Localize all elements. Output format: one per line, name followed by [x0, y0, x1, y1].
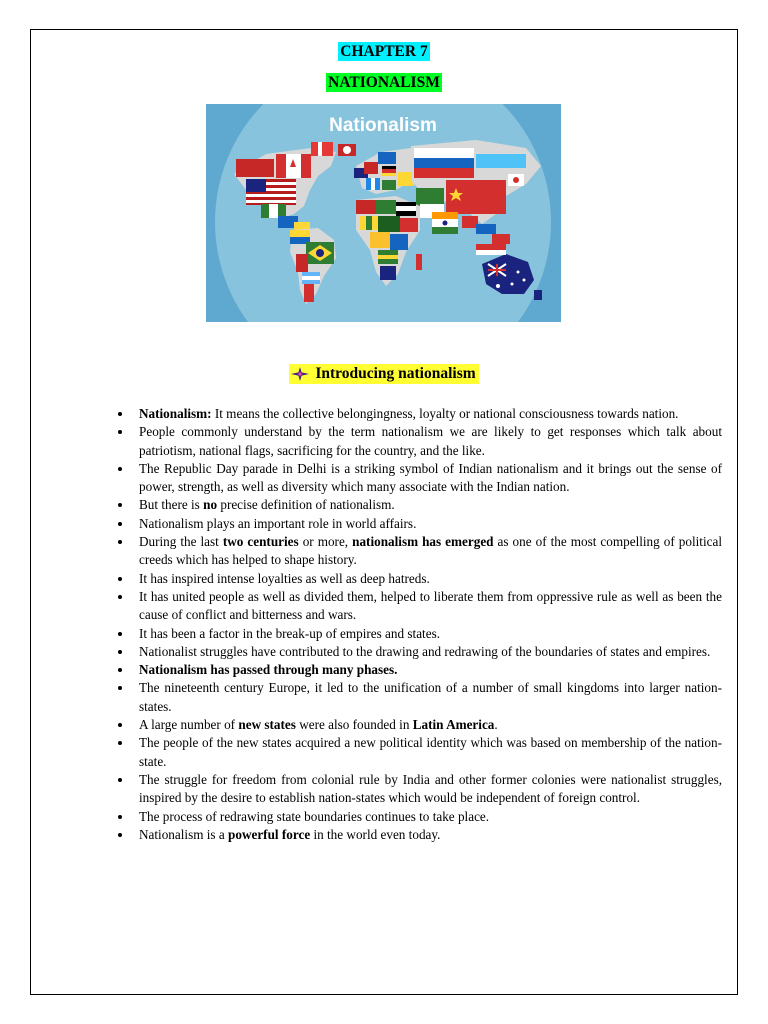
list-item: Nationalism has passed through many phases. [116, 661, 722, 679]
list-item: Nationalism is a powerful force in the world even today. [116, 826, 722, 844]
list-item: It has been a factor in the break-up of empires and states. [116, 625, 722, 643]
section-heading [0, 364, 768, 386]
list-item: The struggle for freedom from colonial rule by India and other former colonies were nationalist struggles, inspired by the desire to establish nation-states which would be independent of foreign control. [116, 771, 722, 808]
page-title [0, 74, 768, 92]
page-title-text: NATIONALISM [328, 74, 440, 91]
section-heading-highlight [289, 364, 478, 384]
list-item: Nationalism plays an important role in world affairs. [116, 515, 722, 533]
list-item: The Republic Day parade in Delhi is a striking symbol of Indian nationalism and it brings out the sense of power, strength, as well as diversity which many associate with the Indian nation. [116, 460, 722, 497]
section-heading-text: Introducing nationalism [315, 365, 476, 382]
list-item: Nationalist struggles have contributed to the drawing and redrawing of the boundaries of states and empires. [116, 643, 722, 661]
bullet-list [116, 405, 722, 844]
list-item: The nineteenth century Europe, it led to the unification of a number of small kingdoms into larger nation-states. [116, 679, 722, 716]
list-item: People commonly understand by the term nationalism we are likely to get responses which talk about patriotism, national flags, sacrificing for the country, and the like. [116, 423, 722, 460]
list-item: Nationalism: It means the collective belongingness, loyalty or national consciousness towards nation. [116, 405, 722, 423]
list-item: It has inspired intense loyalties as well as deep hatreds. [116, 570, 722, 588]
nationalism-world-map-image [206, 104, 561, 322]
list-item: During the last two centuries or more, nationalism has emerged as one of the most compelling of political creeds which has helped to shape history. [116, 533, 722, 570]
four-point-star-icon [291, 367, 309, 381]
list-item: The process of redrawing state boundaries continues to take place. [116, 808, 722, 826]
list-item: The people of the new states acquired a new political identity which was based on membership of the nation-state. [116, 734, 722, 771]
list-item: A large number of new states were also founded in Latin America. [116, 716, 722, 734]
chapter-text: CHAPTER 7 [340, 43, 428, 60]
list-item: It has united people as well as divided them, helped to liberate them from oppressive rule as well as been the cause of conflict and bitterness and wars. [116, 588, 722, 625]
chapter-label [0, 43, 768, 61]
map-caption: Nationalism [329, 115, 437, 136]
list-item: But there is no precise definition of nationalism. [116, 496, 722, 514]
